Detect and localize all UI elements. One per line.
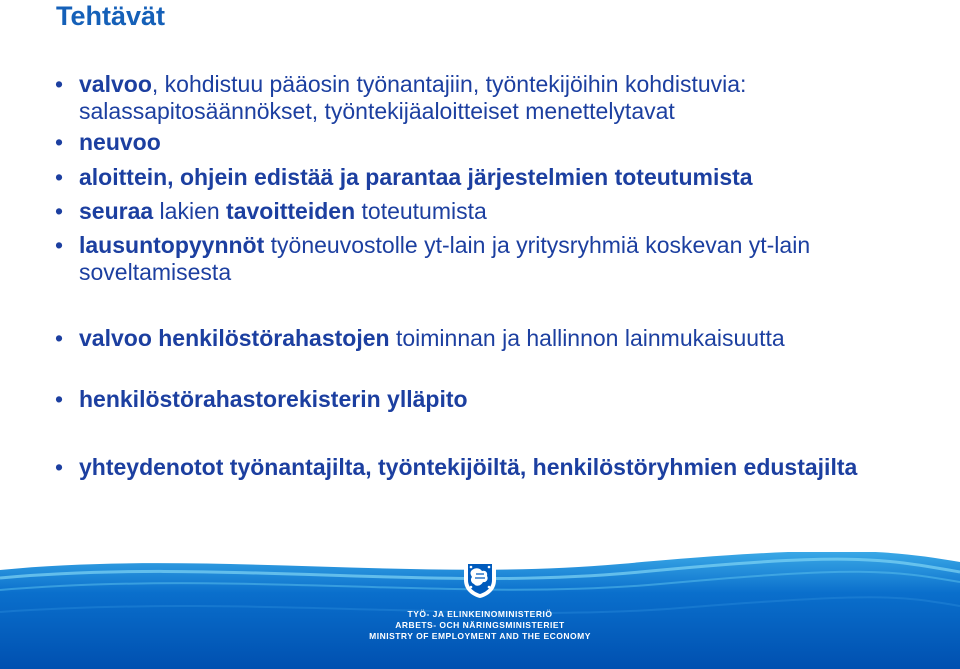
- slide-title: Tehtävät: [56, 1, 166, 31]
- task-item-seuraa: [79, 198, 929, 225]
- ministry-name-sv: ARBETS- OCH NÄRINGSMINISTERIET: [395, 620, 565, 630]
- task-item-bold: lausuntopyynnöt: [79, 232, 265, 258]
- task-item-text: lakien: [153, 198, 227, 224]
- task-item-yhteydenotot: [79, 454, 929, 481]
- task-item-text: toiminnan ja hallinnon lainmukaisuutta: [389, 325, 785, 351]
- task-item-bold: henkilöstörahastorekisterin ylläpito: [79, 386, 468, 412]
- task-item-neuvoo: [79, 129, 929, 156]
- task-item-bold: neuvoo: [79, 129, 161, 155]
- task-item-bold: valvoo henkilöstörahastojen: [79, 325, 390, 351]
- ministry-name-en: MINISTRY OF EMPLOYMENT AND THE ECONOMY: [369, 631, 591, 641]
- task-item-text-2: toteutumista: [355, 198, 487, 224]
- task-item-bold: seuraa: [79, 198, 154, 224]
- task-item-rekisteri: [79, 386, 929, 413]
- task-item-bold: aloittein, ohjein edistää ja parantaa järjestelmien toteutumista: [79, 164, 753, 190]
- task-item-bold-2: tavoitteiden: [226, 198, 356, 224]
- task-item-text: työneuvostolle yt-lain ja yritysryhmiä koskevan yt-lain soveltamisesta: [79, 232, 811, 285]
- task-item-lausuntopyynnot: [79, 232, 929, 286]
- ministry-name-fi: TYÖ- JA ELINKEINOMINISTERIÖ: [407, 609, 553, 619]
- task-item-bold: valvoo: [79, 71, 152, 97]
- task-item-aloittein: [79, 164, 929, 191]
- task-item-text: , kohdistuu pääosin työnantajiin, työntekijöihin kohdistuvia: salassapitosäännökset, työntekijäaloitteiset menettelytavat: [79, 71, 747, 124]
- finnish-lion-coat-of-arms-icon: [458, 556, 502, 600]
- task-item-bold: yhteydenotot työnantajilta, työntekijöiltä, henkilöstöryhmien edustajilta: [79, 454, 858, 480]
- task-item-valvoo: [79, 71, 929, 125]
- task-item-henkilostorahastot: [79, 325, 929, 352]
